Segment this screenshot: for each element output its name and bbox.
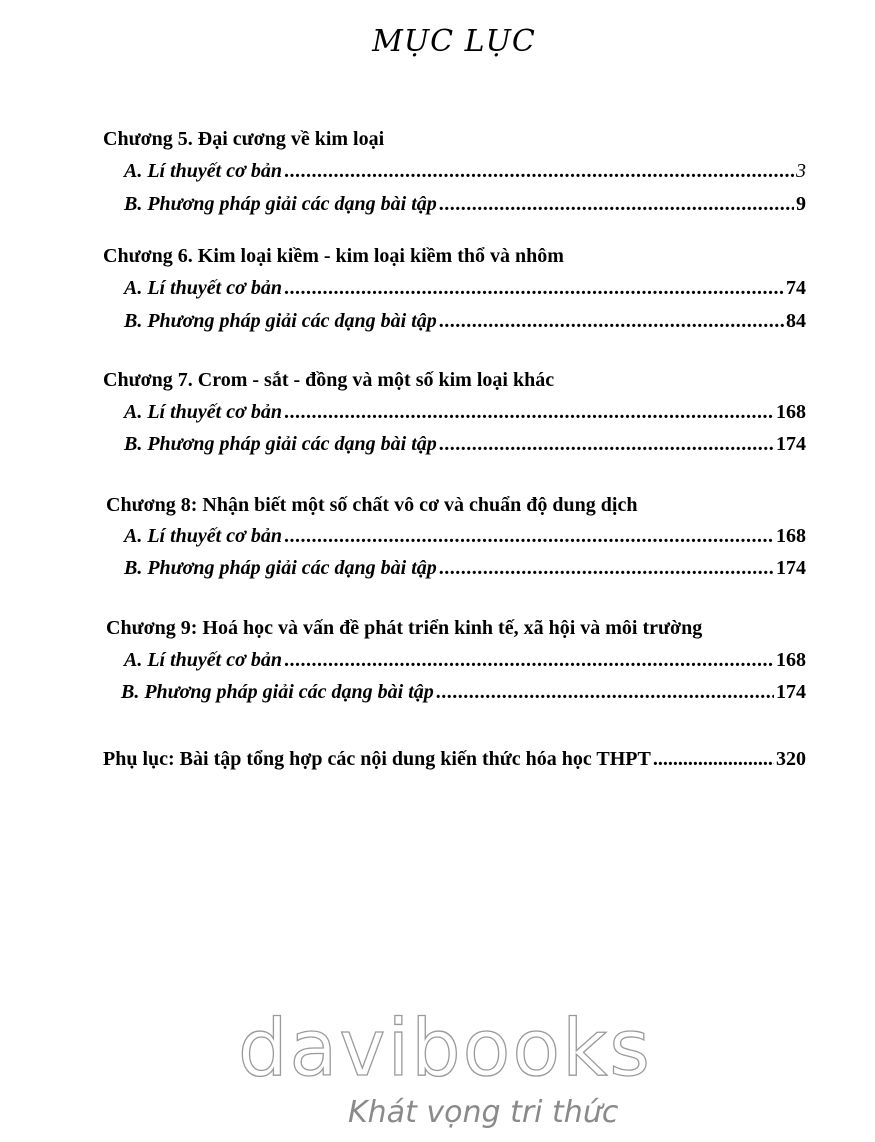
toc-entry[interactable] <box>124 193 806 216</box>
watermark-tagline: Khát vọng tri thức <box>348 1095 619 1130</box>
toc-entry-page: 174 <box>776 681 806 703</box>
dot-leader <box>439 557 774 580</box>
toc-entry-label: A. Lí thuyết cơ bản <box>124 160 282 182</box>
watermark <box>238 1004 652 1140</box>
appendix-entry[interactable] <box>103 748 806 771</box>
chapter-6-heading: Chương 6. Kim loại kiềm - kim loại kiềm thổ và nhôm <box>103 245 564 267</box>
toc-entry-page: 174 <box>776 433 806 455</box>
toc-entry[interactable] <box>124 401 806 424</box>
appendix-page: 320 <box>776 748 806 770</box>
toc-entry[interactable] <box>124 649 806 672</box>
toc-entry-page: 168 <box>776 649 806 671</box>
dot-leader <box>436 681 774 704</box>
dot-leader <box>284 277 784 300</box>
dot-leader <box>439 310 784 333</box>
dot-leader <box>439 433 774 456</box>
dot-leader <box>284 160 794 183</box>
toc-entry-label: A. Lí thuyết cơ bản <box>124 277 282 299</box>
toc-entry-label: A. Lí thuyết cơ bản <box>124 649 282 671</box>
toc-entry[interactable] <box>124 433 806 456</box>
toc-entry-page: 9 <box>796 193 806 215</box>
dot-leader <box>284 401 774 424</box>
toc-entry[interactable] <box>121 681 806 704</box>
dot-leader <box>284 525 774 548</box>
toc-entry-page: 168 <box>776 525 806 547</box>
chapter-7-heading: Chương 7. Crom - sắt - đồng và một số kim loại khác <box>103 369 555 391</box>
chapter-5-heading: Chương 5. Đại cương về kim loại <box>103 128 385 150</box>
watermark-logo: davibooks <box>238 1004 652 1094</box>
toc-entry-label: B. Phương pháp giải các dạng bài tập <box>124 310 437 332</box>
toc-entry[interactable] <box>124 525 806 548</box>
toc-entry-label: B. Phương pháp giải các dạng bài tập <box>124 557 437 579</box>
toc-entry-page: 74 <box>786 277 806 299</box>
toc-entry-label: B. Phương pháp giải các dạng bài tập <box>121 681 434 703</box>
toc-entry-label: B. Phương pháp giải các dạng bài tập <box>124 433 437 455</box>
chapter-9-heading: Chương 9: Hoá học và vấn đề phát triển kinh tế, xã hội và môi trường <box>106 617 703 639</box>
toc-entry[interactable] <box>124 557 806 580</box>
dot-leader <box>653 748 774 771</box>
toc-entry-label: B. Phương pháp giải các dạng bài tập <box>124 193 437 215</box>
toc-entry[interactable] <box>124 310 806 333</box>
toc-entry-page: 3 <box>796 160 806 182</box>
toc-entry-page: 168 <box>776 401 806 423</box>
toc-entry-page: 174 <box>776 557 806 579</box>
toc-entry-label: A. Lí thuyết cơ bản <box>124 401 282 423</box>
dot-leader <box>439 193 794 216</box>
toc-entry[interactable] <box>124 277 806 300</box>
appendix-label: Phụ lục: Bài tập tổng hợp các nội dung kiến thức hóa học THPT <box>103 748 651 770</box>
page-title: MỤC LỤC <box>372 24 536 59</box>
chapter-8-heading: Chương 8: Nhận biết một số chất vô cơ và chuẩn độ dung dịch <box>106 494 638 516</box>
toc-entry-label: A. Lí thuyết cơ bản <box>124 525 282 547</box>
dot-leader <box>284 649 774 672</box>
toc-entry[interactable] <box>124 160 806 183</box>
toc-entry-page: 84 <box>786 310 806 332</box>
